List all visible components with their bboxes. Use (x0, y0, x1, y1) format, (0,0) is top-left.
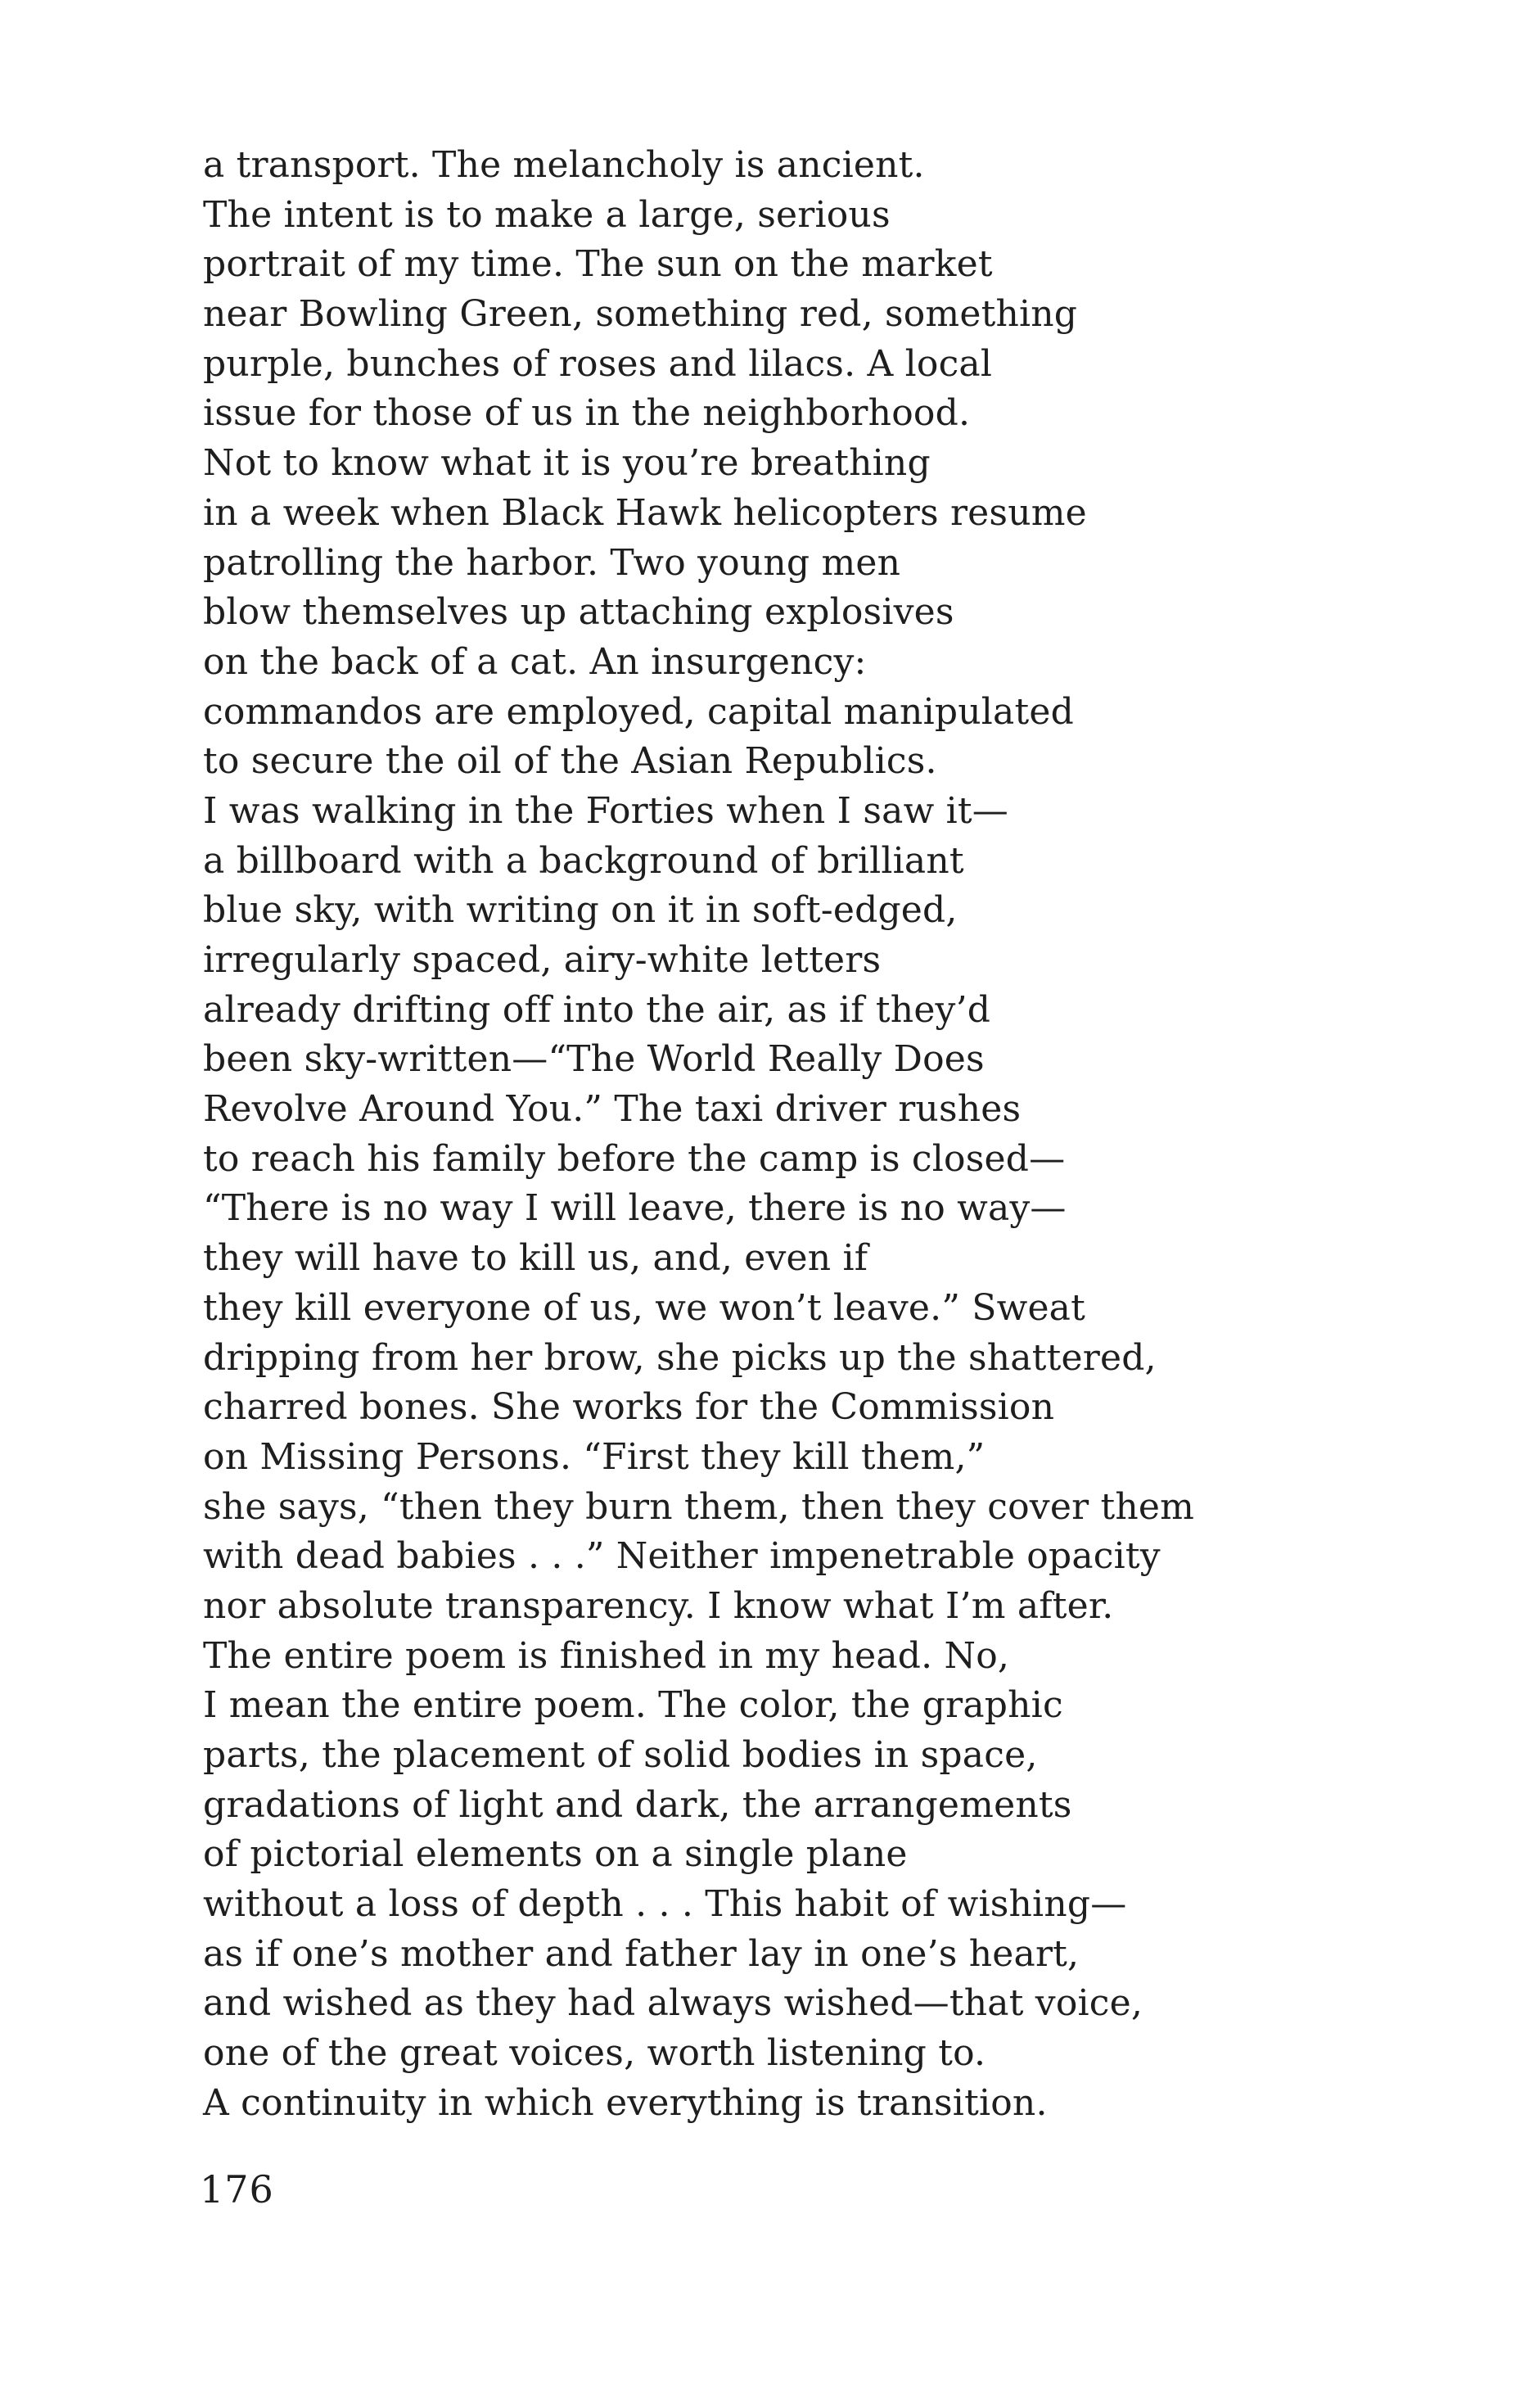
poem-line: a transport. The melancholy is ancient. (203, 144, 925, 186)
poem-line: The intent is to make a large, serious (203, 193, 891, 236)
poem-line: in a week when Black Hawk helicopters resume (203, 491, 1087, 534)
poem-line: charred bones. She works for the Commission (203, 1386, 1055, 1429)
poem-line: patrolling the harbor. Two young men (203, 541, 901, 584)
poem-line: Revolve Around You.” The taxi driver rushes (203, 1088, 1022, 1131)
poem-line: already drifting off into the air, as if they’d (203, 988, 991, 1031)
poem-line: on the back of a cat. An insurgency: (203, 640, 867, 683)
poem-line: “There is no way I will leave, there is no way— (203, 1187, 1067, 1230)
poem-line: nor absolute transparency. I know what I’m after. (203, 1584, 1114, 1627)
poem-line: to secure the oil of the Asian Republics. (203, 740, 937, 783)
poem-line: Not to know what it is you’re breathing (203, 442, 931, 485)
poem-line: near Bowling Green, something red, something (203, 293, 1078, 336)
poem-line: of pictorial elements on a single plane (203, 1833, 908, 1876)
page-number: 176 (200, 2167, 274, 2211)
poem-line: they will have to kill us, and, even if (203, 1237, 868, 1280)
poem-line: blow themselves up attaching explosives (203, 591, 954, 634)
poem-line: she says, “then they burn them, then they cover them (203, 1485, 1195, 1528)
poem-line: parts, the placement of solid bodies in space, (203, 1734, 1038, 1776)
poem-line: dripping from her brow, she picks up the shattered, (203, 1336, 1157, 1379)
poem-line: blue sky, with writing on it in soft-edged, (203, 889, 958, 932)
poem-line: been sky-written—“The World Really Does (203, 1038, 985, 1081)
poem-line: portrait of my time. The sun on the market (203, 243, 993, 286)
poem-line: purple, bunches of roses and lilacs. A local (203, 342, 993, 385)
poem-line: with dead babies . . .” Neither impenetrable opacity (203, 1535, 1161, 1578)
poem-text (203, 141, 1431, 2129)
poem-line: without a loss of depth . . . This habit of wishing— (203, 1883, 1127, 1926)
poem-line: one of the great voices, worth listening to. (203, 2032, 986, 2075)
poem-line: issue for those of us in the neighborhood. (203, 392, 971, 435)
poem-line: on Missing Persons. “First they kill them,” (203, 1435, 986, 1478)
poem-line: as if one’s mother and father lay in one’s heart, (203, 1932, 1080, 1975)
poem-line: commandos are employed, capital manipulated (203, 690, 1074, 733)
poem-line: I was walking in the Forties when I saw it— (203, 789, 1009, 832)
poem-line: they kill everyone of us, we won’t leave.” Sweat (203, 1286, 1085, 1329)
poem-line: gradations of light and dark, the arrangements (203, 1783, 1072, 1826)
poem-line: The entire poem is finished in my head. No, (203, 1634, 1010, 1677)
poem-line: I mean the entire poem. The color, the graphic (203, 1684, 1063, 1727)
poem-line: A continuity in which everything is transition. (203, 2081, 1048, 2124)
poem-line: and wished as they had always wished—that voice, (203, 1982, 1143, 2025)
poem-line: to reach his family before the camp is closed— (203, 1137, 1066, 1180)
poem-line: irregularly spaced, airy-white letters (203, 939, 882, 981)
poem-line: a billboard with a background of brilliant (203, 839, 964, 882)
